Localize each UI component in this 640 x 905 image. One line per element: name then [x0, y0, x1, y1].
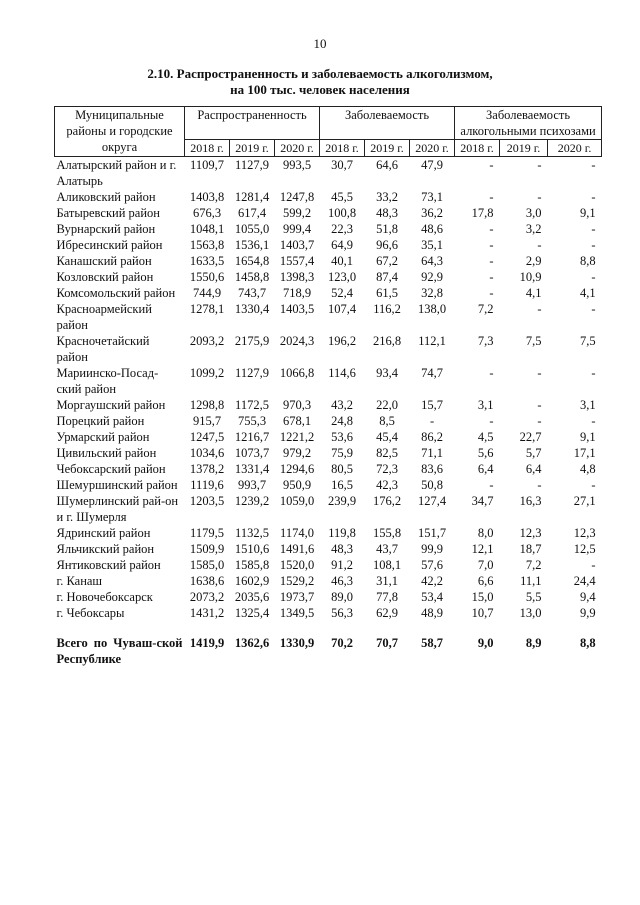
value-cell: 17,1: [573, 446, 596, 460]
value-cell: 36,2: [421, 206, 443, 220]
value-cell: 2175,9: [234, 334, 270, 348]
value-cell: -: [537, 414, 542, 428]
value-cell: 45,5: [331, 190, 353, 204]
value-cell: 138,0: [417, 302, 447, 316]
value-cell: 34,7: [471, 494, 494, 508]
municipality-name: Янтиковский район: [56, 558, 161, 572]
value-cell: 50,8: [421, 478, 443, 492]
value-cell: 2093,2: [189, 334, 225, 348]
value-cell: 83,6: [421, 462, 443, 476]
table-row: [55, 365, 602, 397]
municipality-name: Козловский район: [56, 270, 154, 284]
municipality-name: Моргаушский район: [56, 398, 166, 412]
municipality-name: г. Канаш: [56, 574, 103, 588]
table-row: [55, 429, 602, 445]
table-row: [55, 333, 602, 365]
statistics-table: [54, 106, 602, 667]
value-cell: 74,7: [421, 366, 443, 380]
value-cell: 1216,7: [234, 430, 270, 444]
value-cell: 16,5: [331, 478, 353, 492]
table-title: [0, 66, 640, 98]
value-cell: -: [537, 238, 542, 252]
value-cell: 22,0: [376, 398, 398, 412]
value-cell: 48,3: [331, 542, 353, 556]
value-cell: 75,9: [331, 446, 353, 460]
value-cell: 15,0: [471, 590, 494, 604]
value-cell: 58,7: [421, 636, 443, 650]
value-cell: 1127,9: [235, 158, 269, 172]
municipality-name: Порецкий район: [56, 414, 145, 428]
table-row: [55, 397, 602, 413]
table-row: [55, 445, 602, 461]
value-cell: 15,7: [421, 398, 443, 412]
municipality-name: Урмарский район: [56, 430, 150, 444]
municipality-name: г. Новочебоксарск: [56, 590, 153, 604]
title-line-2: на 100 тыс. человек населения: [230, 82, 410, 97]
table-row: [55, 285, 602, 301]
value-cell: 1239,2: [234, 494, 270, 508]
value-cell: 22,7: [519, 430, 542, 444]
value-cell: 1174,0: [280, 526, 314, 540]
value-cell: 24,4: [573, 574, 596, 588]
value-cell: -: [489, 238, 494, 252]
value-cell: 1362,6: [234, 636, 270, 650]
table-row: [55, 589, 602, 605]
municipality-name: Аликовский район: [56, 190, 156, 204]
value-cell: -: [537, 302, 542, 316]
value-cell: 3,1: [579, 398, 596, 412]
year-header: 2020 г.: [410, 140, 455, 157]
value-cell: 1638,6: [189, 574, 225, 588]
value-cell: 4,8: [579, 462, 596, 476]
value-cell: 1602,9: [234, 574, 270, 588]
municipality-name: Ибресинский район: [56, 238, 163, 252]
value-cell: -: [591, 158, 596, 172]
year-header: 2019 г.: [230, 140, 275, 157]
header-municipality: Муниципальные районы и городские округа: [55, 107, 185, 157]
value-cell: 1431,2: [189, 606, 225, 620]
value-cell: 1330,9: [279, 636, 315, 650]
value-cell: 617,4: [237, 206, 267, 220]
table-row: [55, 269, 602, 285]
table-body: [55, 157, 602, 668]
spacer-row: [55, 621, 602, 635]
value-cell: 1330,4: [234, 302, 270, 316]
value-cell: 89,0: [331, 590, 353, 604]
value-cell: 676,3: [192, 206, 222, 220]
value-cell: -: [537, 478, 542, 492]
value-cell: -: [537, 190, 542, 204]
value-cell: 72,3: [376, 462, 398, 476]
municipality-name: Ядринский район: [56, 526, 151, 540]
value-cell: 10,9: [519, 270, 542, 284]
value-cell: 67,2: [376, 254, 398, 268]
value-cell: 744,9: [192, 286, 222, 300]
value-cell: 1073,7: [234, 446, 270, 460]
municipality-name: Красночетайский район: [56, 334, 150, 364]
value-cell: 678,1: [282, 414, 312, 428]
value-cell: 1458,8: [234, 270, 270, 284]
value-cell: 77,8: [376, 590, 398, 604]
value-cell: 73,1: [421, 190, 443, 204]
value-cell: 2035,6: [234, 590, 270, 604]
value-cell: -: [591, 302, 596, 316]
value-cell: 116,2: [373, 302, 401, 316]
value-cell: 35,1: [421, 238, 443, 252]
value-cell: 53,4: [421, 590, 443, 604]
value-cell: 46,3: [331, 574, 353, 588]
value-cell: 42,3: [376, 478, 398, 492]
value-cell: 1557,4: [279, 254, 315, 268]
value-cell: 1550,6: [189, 270, 225, 284]
value-cell: 18,7: [519, 542, 542, 556]
value-cell: 9,9: [579, 606, 596, 620]
value-cell: 1221,2: [279, 430, 315, 444]
value-cell: 22,3: [331, 222, 353, 236]
value-cell: -: [489, 190, 494, 204]
value-cell: 8,0: [477, 526, 494, 540]
title-line-1: 2.10. Распространенность и заболеваемость алкоголизмом,: [147, 66, 493, 81]
table-row: [55, 525, 602, 541]
value-cell: 99,9: [421, 542, 443, 556]
value-cell: 3,2: [525, 222, 542, 236]
value-cell: -: [489, 222, 494, 236]
value-cell: 8,5: [379, 414, 395, 428]
value-cell: 1066,8: [279, 366, 315, 380]
value-cell: 1403,8: [189, 190, 225, 204]
value-cell: 155,8: [372, 526, 402, 540]
value-cell: 1132,5: [235, 526, 269, 540]
value-cell: 48,3: [376, 206, 398, 220]
value-cell: 112,1: [418, 334, 446, 348]
table-row: [55, 493, 602, 525]
value-cell: -: [591, 558, 596, 572]
value-cell: 119,8: [328, 526, 356, 540]
municipality-name: Вурнарский район: [56, 222, 156, 236]
value-cell: 970,3: [282, 398, 312, 412]
value-cell: -: [537, 398, 542, 412]
value-cell: 5,5: [525, 590, 542, 604]
value-cell: 12,5: [573, 542, 596, 556]
value-cell: 96,6: [376, 238, 398, 252]
value-cell: 57,6: [421, 558, 443, 572]
value-cell: 1509,9: [189, 542, 225, 556]
value-cell: 1034,6: [189, 446, 225, 460]
value-cell: 1179,5: [190, 526, 224, 540]
value-cell: 4,5: [477, 430, 494, 444]
municipality-name: Батыревский район: [56, 206, 160, 220]
value-cell: 32,8: [421, 286, 443, 300]
value-cell: 5,6: [477, 446, 494, 460]
value-cell: -: [489, 286, 494, 300]
value-cell: 1510,6: [234, 542, 270, 556]
year-header: 2018 г.: [185, 140, 230, 157]
value-cell: 40,1: [331, 254, 353, 268]
value-cell: 1203,5: [189, 494, 225, 508]
municipality-name: Красноармейский район: [56, 302, 152, 332]
value-cell: 7,5: [579, 334, 596, 348]
value-cell: -: [489, 366, 494, 380]
value-cell: 12,3: [519, 526, 542, 540]
value-cell: 1247,8: [279, 190, 315, 204]
municipality-name: Мариинско-Посад-ский район: [56, 366, 159, 396]
table-row: [55, 189, 602, 205]
value-cell: 64,6: [376, 158, 398, 172]
value-cell: 10,7: [471, 606, 494, 620]
value-cell: 16,3: [519, 494, 542, 508]
value-cell: 80,5: [331, 462, 353, 476]
value-cell: -: [489, 158, 494, 172]
value-cell: 9,1: [579, 430, 596, 444]
value-cell: 7,0: [477, 558, 494, 572]
table-row: [55, 557, 602, 573]
value-cell: 1099,2: [189, 366, 225, 380]
value-cell: 93,4: [376, 366, 398, 380]
value-cell: 993,5: [282, 158, 312, 172]
value-cell: 1403,7: [279, 238, 315, 252]
value-cell: 1298,8: [189, 398, 225, 412]
value-cell: -: [537, 366, 542, 380]
value-cell: 9,1: [579, 206, 596, 220]
value-cell: -: [591, 478, 596, 492]
value-cell: 1563,8: [189, 238, 225, 252]
table-row: [55, 461, 602, 477]
value-cell: 1247,5: [189, 430, 225, 444]
value-cell: 7,2: [525, 558, 542, 572]
value-cell: 1127,9: [235, 366, 269, 380]
value-cell: 8,8: [579, 254, 596, 268]
value-cell: 47,9: [421, 158, 443, 172]
value-cell: 1059,0: [279, 494, 315, 508]
value-cell: 13,0: [519, 606, 542, 620]
value-cell: 5,7: [525, 446, 542, 460]
value-cell: 100,8: [327, 206, 357, 220]
value-cell: 92,9: [421, 270, 443, 284]
value-cell: 12,1: [471, 542, 494, 556]
value-cell: 2073,2: [189, 590, 225, 604]
value-cell: 1529,2: [279, 574, 315, 588]
value-cell: 42,2: [421, 574, 443, 588]
value-cell: 1109,7: [190, 158, 224, 172]
year-header: 2019 г.: [365, 140, 410, 157]
header-row: [55, 107, 602, 140]
value-cell: 7,3: [477, 334, 494, 348]
table-row: [55, 301, 602, 333]
header-psychoses: Заболеваемость алкогольными психозами: [455, 107, 602, 140]
value-cell: 48,9: [421, 606, 443, 620]
value-cell: 979,2: [282, 446, 312, 460]
value-cell: 56,3: [331, 606, 353, 620]
value-cell: -: [429, 414, 435, 428]
municipality-name: Всего по Чуваш-ской Республике: [56, 636, 183, 666]
value-cell: 176,2: [372, 494, 402, 508]
value-cell: 3,0: [525, 206, 542, 220]
value-cell: 30,7: [331, 158, 353, 172]
value-cell: 196,2: [327, 334, 357, 348]
table-row: [55, 573, 602, 589]
value-cell: 1055,0: [234, 222, 270, 236]
header-incidence: Заболеваемость: [320, 107, 455, 140]
value-cell: 4,1: [525, 286, 542, 300]
value-cell: 43,2: [331, 398, 353, 412]
value-cell: 1119,6: [190, 478, 224, 492]
value-cell: 239,9: [327, 494, 357, 508]
value-cell: -: [489, 478, 494, 492]
year-header: 2020 г.: [548, 140, 602, 157]
table-row: [55, 221, 602, 237]
municipality-name: г. Чебоксары: [56, 606, 125, 620]
municipality-name: Чебоксарский район: [56, 462, 166, 476]
value-cell: 1048,1: [189, 222, 225, 236]
table-row: [55, 237, 602, 253]
value-cell: 216,8: [372, 334, 402, 348]
value-cell: 127,4: [417, 494, 447, 508]
value-cell: 1403,5: [279, 302, 315, 316]
value-cell: 86,2: [421, 430, 443, 444]
value-cell: 950,9: [282, 478, 312, 492]
value-cell: -: [591, 366, 596, 380]
value-cell: -: [591, 190, 596, 204]
value-cell: 61,5: [376, 286, 398, 300]
value-cell: 71,1: [421, 446, 443, 460]
value-cell: 1294,6: [279, 462, 315, 476]
value-cell: 6,4: [477, 462, 494, 476]
value-cell: 123,0: [327, 270, 357, 284]
value-cell: -: [489, 254, 494, 268]
value-cell: 70,7: [376, 636, 398, 650]
header-prevalence: Распространенность: [185, 107, 320, 140]
municipality-name: Шемуршинский район: [56, 478, 178, 492]
value-cell: 12,3: [573, 526, 596, 540]
value-cell: 1349,5: [279, 606, 315, 620]
value-cell: 993,7: [237, 478, 267, 492]
value-cell: 6,4: [525, 462, 542, 476]
value-cell: 1281,4: [234, 190, 270, 204]
value-cell: 51,8: [376, 222, 398, 236]
value-cell: 1633,5: [189, 254, 225, 268]
value-cell: 107,4: [327, 302, 357, 316]
municipality-name: Шумерлинский рай-он и г. Шумерля: [56, 494, 179, 524]
page-number: 10: [313, 36, 327, 51]
value-cell: 1536,1: [234, 238, 270, 252]
value-cell: 1491,6: [279, 542, 315, 556]
value-cell: 1378,2: [189, 462, 225, 476]
municipality-name: Комсомольский район: [56, 286, 176, 300]
value-cell: 915,7: [192, 414, 222, 428]
value-cell: 1325,4: [234, 606, 270, 620]
table-row: [55, 541, 602, 557]
value-cell: 2024,3: [279, 334, 315, 348]
municipality-name: Канашский район: [56, 254, 152, 268]
table-row: [55, 157, 602, 190]
table-row: [55, 205, 602, 221]
value-cell: 52,4: [331, 286, 353, 300]
year-header: 2020 г.: [275, 140, 320, 157]
value-cell: -: [591, 238, 596, 252]
value-cell: -: [591, 414, 596, 428]
value-cell: 9,4: [579, 590, 596, 604]
value-cell: 755,3: [237, 414, 267, 428]
municipality-name: Яльчикский район: [56, 542, 155, 556]
year-header: 2019 г.: [500, 140, 548, 157]
value-cell: 8,9: [525, 636, 542, 650]
value-cell: 114,6: [328, 366, 356, 380]
value-cell: 1585,0: [189, 558, 225, 572]
municipality-name: Алатырский район и г. Алатырь: [56, 158, 177, 188]
value-cell: -: [537, 158, 542, 172]
value-cell: 3,1: [477, 398, 494, 412]
value-cell: 1654,8: [234, 254, 270, 268]
value-cell: 718,9: [282, 286, 312, 300]
value-cell: 70,2: [331, 636, 353, 650]
value-cell: 1520,0: [279, 558, 315, 572]
table-row: [55, 413, 602, 429]
table-row: [55, 477, 602, 493]
spacer-cell: [55, 621, 602, 635]
value-cell: 62,9: [376, 606, 398, 620]
value-cell: 1331,4: [234, 462, 270, 476]
value-cell: 999,4: [282, 222, 312, 236]
value-cell: 1398,3: [279, 270, 315, 284]
value-cell: -: [489, 270, 494, 284]
value-cell: 2,9: [525, 254, 542, 268]
value-cell: -: [591, 222, 596, 236]
value-cell: 43,7: [376, 542, 398, 556]
value-cell: 1172,5: [235, 398, 269, 412]
value-cell: -: [591, 270, 596, 284]
value-cell: 33,2: [376, 190, 398, 204]
value-cell: 17,8: [471, 206, 494, 220]
value-cell: 1973,7: [279, 590, 315, 604]
value-cell: 151,7: [417, 526, 447, 540]
value-cell: 64,3: [421, 254, 443, 268]
value-cell: 31,1: [376, 574, 398, 588]
value-cell: 7,2: [477, 302, 494, 316]
table-row: [55, 253, 602, 269]
value-cell: 9,0: [477, 636, 494, 650]
value-cell: 108,1: [372, 558, 402, 572]
value-cell: 6,6: [477, 574, 494, 588]
total-row: [55, 635, 602, 667]
value-cell: 48,6: [421, 222, 443, 236]
value-cell: 45,4: [376, 430, 398, 444]
year-header: 2018 г.: [320, 140, 365, 157]
value-cell: 1419,9: [189, 636, 225, 650]
municipality-name: Цивильский район: [56, 446, 157, 460]
value-cell: 53,6: [331, 430, 353, 444]
value-cell: -: [489, 414, 494, 428]
value-cell: 11,1: [520, 574, 542, 588]
value-cell: 1278,1: [189, 302, 225, 316]
table-row: [55, 605, 602, 621]
value-cell: 8,8: [579, 636, 596, 650]
value-cell: 64,9: [331, 238, 353, 252]
value-cell: 24,8: [331, 414, 353, 428]
value-cell: 599,2: [282, 206, 312, 220]
value-cell: 87,4: [376, 270, 398, 284]
value-cell: 27,1: [573, 494, 596, 508]
value-cell: 743,7: [237, 286, 267, 300]
year-header: 2018 г.: [455, 140, 500, 157]
value-cell: 82,5: [376, 446, 398, 460]
value-cell: 7,5: [525, 334, 542, 348]
value-cell: 4,1: [579, 286, 596, 300]
value-cell: 1585,8: [234, 558, 270, 572]
value-cell: 91,2: [331, 558, 353, 572]
